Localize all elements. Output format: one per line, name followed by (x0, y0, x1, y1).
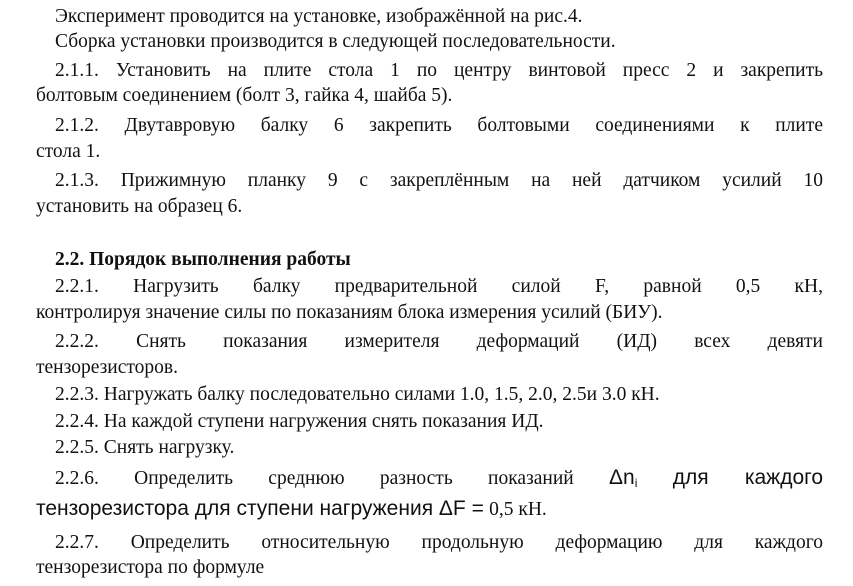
step-2-1-3-line-1: 2.1.3. Прижимную планку 9 с закреплённым на ней датчиком усилий 10 (55, 170, 823, 191)
section-heading: 2.2. Порядок выполнения работы (55, 249, 351, 270)
step-2-2-3: 2.2.3. Нагружать балку последовательно силами 1.0, 1.5, 2.0, 2.5и 3.0 кН. (55, 384, 660, 405)
step-2-2-6-line-2-start: тензорезистора для ступени нагружения ΔF = (36, 497, 484, 520)
step-2-1-2-line-2: стола 1. (36, 141, 101, 162)
step-2-2-2-line-1: 2.2.2. Снять показания измерителя деформаций (ИД) всех девяти (55, 331, 823, 352)
step-2-2-5: 2.2.5. Снять нагрузку. (55, 437, 235, 458)
step-2-2-6-line-2 (36, 496, 823, 522)
step-2-2-7-line-2: тензорезистора по формуле (36, 557, 265, 578)
step-2-1-1-line-1: 2.1.1. Установить на плите стола 1 по центру винтовой пресс 2 и закрепить (55, 60, 823, 81)
step-2-2-6-start: 2.2.6. Определить среднюю разность показаний (55, 468, 574, 489)
step-2-2-6-line-2-end: 0,5 кН. (489, 499, 547, 520)
step-2-1-1-line-2: болтовым соединением (болт 3, гайка 4, шайба 5). (36, 85, 453, 106)
step-2-2-7-line-1: 2.2.7. Определить относительную продольную деформацию для каждого (55, 532, 823, 553)
step-2-2-4: 2.2.4. На каждой ступени нагружения снять показания ИД. (55, 411, 544, 432)
step-2-1-3-line-2: установить на образец 6. (36, 196, 243, 217)
step-2-2-6-line-1 (55, 466, 823, 495)
intro-line-2: Сборка установки производится в следующей последовательности. (55, 31, 616, 52)
step-2-1-2-line-1: 2.1.2. Двутавровую балку 6 закрепить болтовыми соединениями к плите (55, 115, 823, 136)
step-2-2-6-end: для каждого (672, 466, 824, 489)
delta-n-subscript: i (634, 476, 638, 490)
intro-line-1: Эксперимент проводится на установке, изображённой на рис.4. (55, 6, 583, 27)
delta-n-symbol: $\Delta n_i$ (609, 466, 638, 490)
step-2-2-2-line-2: тензорезисторов. (36, 357, 178, 378)
step-2-2-1-line-1: 2.2.1. Нагрузить балку предварительной силой F, равной 0,5 кН, (55, 276, 823, 297)
step-2-2-1-line-2: контролируя значение силы по показаниям блока измерения усилий (БИУ). (36, 302, 663, 323)
